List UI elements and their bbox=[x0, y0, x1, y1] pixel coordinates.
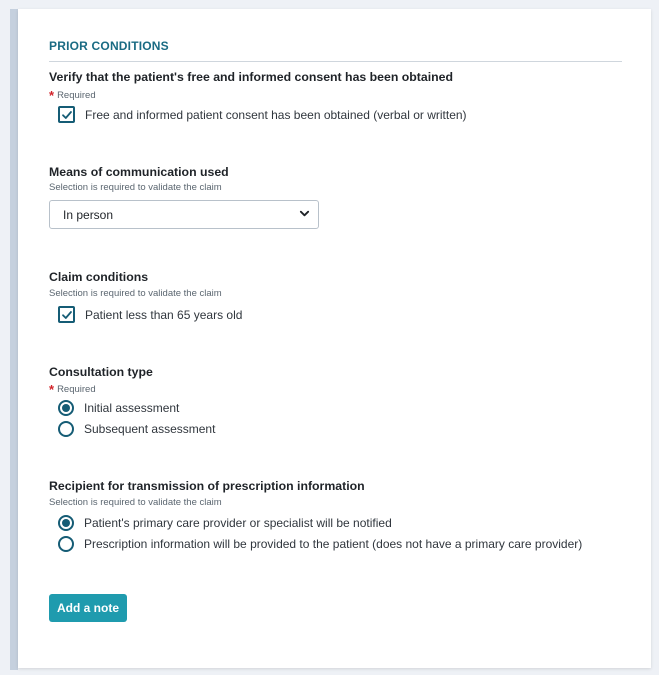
recipient-radio-provider[interactable] bbox=[58, 515, 392, 531]
consultation-type-radio-subsequent[interactable] bbox=[58, 421, 215, 437]
required-text: Required bbox=[57, 384, 96, 395]
consultation-type-radio-initial[interactable] bbox=[58, 400, 179, 416]
section-divider bbox=[49, 61, 622, 62]
communication-label: Means of communication used bbox=[49, 165, 229, 179]
section-title: PRIOR CONDITIONS bbox=[49, 39, 169, 53]
add-note-button[interactable]: Add a note bbox=[49, 594, 127, 622]
recipient-label: Recipient for transmission of prescription information bbox=[49, 479, 365, 493]
recipient-radio-patient[interactable] bbox=[58, 536, 582, 552]
radio-option-label: Patient's primary care provider or specialist will be notified bbox=[84, 516, 392, 530]
required-star-icon: * bbox=[49, 88, 55, 103]
radio-selected-icon[interactable] bbox=[58, 515, 74, 531]
required-text: Required bbox=[57, 90, 96, 101]
claim-conditions-label: Claim conditions bbox=[49, 270, 149, 284]
radio-unselected-icon[interactable] bbox=[58, 421, 74, 437]
communication-selected-value: In person bbox=[63, 207, 114, 222]
radio-option-label: Subsequent assessment bbox=[84, 422, 216, 436]
radio-unselected-icon[interactable] bbox=[58, 536, 74, 552]
left-accent-bar bbox=[10, 9, 18, 670]
radio-option-label: Initial assessment bbox=[84, 401, 180, 415]
checkbox-checked-icon[interactable] bbox=[58, 306, 75, 323]
consultation-type-required bbox=[49, 380, 96, 395]
claim-condition-option-label: Patient less than 65 years old bbox=[85, 307, 243, 322]
communication-select[interactable] bbox=[49, 200, 319, 229]
communication-hint: Selection is required to validate the claim bbox=[49, 182, 222, 193]
recipient-hint: Selection is required to validate the claim bbox=[49, 497, 222, 508]
consent-checkbox-option[interactable] bbox=[58, 106, 467, 123]
consent-label: Verify that the patient's free and informed consent has been obtained bbox=[49, 70, 454, 84]
consent-required bbox=[49, 86, 96, 101]
consent-option-label: Free and informed patient consent has been obtained (verbal or written) bbox=[85, 107, 467, 122]
radio-option-label: Prescription information will be provided to the patient (does not have a primary care provider) bbox=[84, 537, 583, 551]
claim-condition-checkbox-option[interactable] bbox=[58, 306, 242, 323]
radio-selected-icon[interactable] bbox=[58, 400, 74, 416]
prior-conditions-card bbox=[18, 9, 651, 668]
claim-conditions-hint: Selection is required to validate the claim bbox=[49, 288, 222, 299]
checkbox-checked-icon[interactable] bbox=[58, 106, 75, 123]
chevron-down-icon bbox=[299, 208, 310, 222]
required-star-icon: * bbox=[49, 382, 55, 397]
consultation-type-label: Consultation type bbox=[49, 365, 153, 379]
